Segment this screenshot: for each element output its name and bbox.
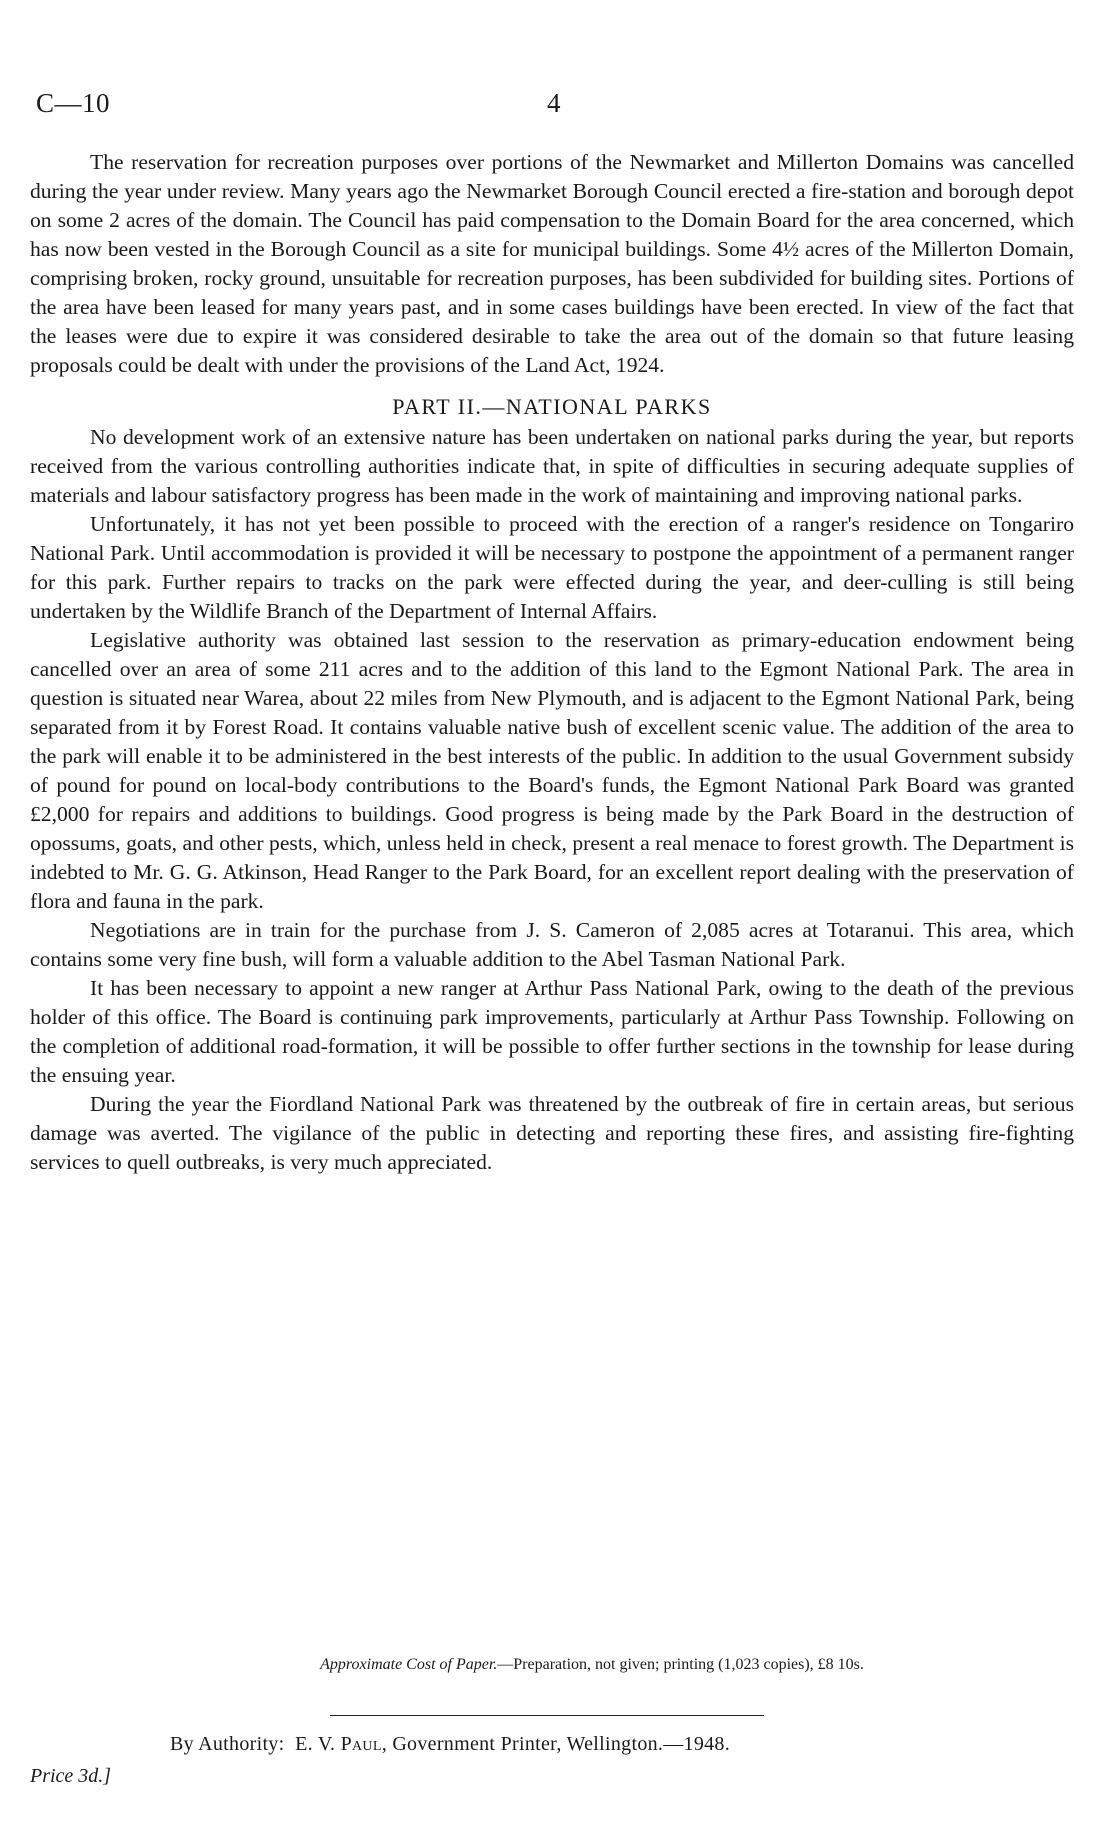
paragraph-national-parks: No development work of an extensive nature has been undertaken on national parks during the year, but reports received from the various controlling authorities indicate that, in spite of difficulties in securing adequate supplies of materials and labour satisfactory progress has been made in the work of maintaining and improving national parks. bbox=[30, 425, 1074, 507]
footer-divider bbox=[330, 1715, 764, 1716]
paragraph-arthur-pass: It has been necessary to appoint a new ranger at Arthur Pass National Park, owing to the death of the previous holder of this office. The Board is continuing park improvements, particularly at Arthur Pass Township. Following on the completion of additional road-formation, it will be possible to offer further sections in the township for lease during the ensuing year. bbox=[30, 976, 1074, 1087]
paragraph-egmont: Legislative authority was obtained last session to the reservation as primary-education endowment being cancelled over an area of some 211 acres and to the addition of this land to the Egmont National Park. The area in question is situated near Warea, about 22 miles from New Plymouth, and is adjacent to the Egmont National Park, being separated from it by Forest Road. It contains valuable native bush of excellent scenic value. The addition of the area to the park will enable it to be administered in the best interests of the public. In addition to the usual Government subsidy of pound for pound on local-body contributions to the Board's funds, the Egmont National Park Board was granted £2,000 for repairs and additions to buildings. Good progress is being made by the Park Board in the destruction of opossums, goats, and other pests, which, unless held in check, present a real menace to forest growth. The Department is indebted to Mr. G. G. Atkinson, Head Ranger to the Park Board, for an excellent report dealing with the preservation of flora and fauna in the park. bbox=[30, 628, 1074, 913]
authority-line bbox=[170, 1733, 730, 1756]
section-heading: PART II.—NATIONAL PARKS bbox=[392, 394, 712, 419]
document-code: C—10 bbox=[36, 88, 111, 118]
cost-note bbox=[30, 1656, 1074, 1674]
document-body bbox=[30, 148, 1074, 1177]
cost-text: —Preparation, not given; printing (1,023 copies), £8 10s. bbox=[497, 1656, 864, 1673]
paragraph-fiordland: During the year the Fiordland National Park was threatened by the outbreak of fire in certain areas, but serious damage was averted. The vigilance of the public in detecting and reporting these fires, and assisting fire-fighting services to quell outbreaks, is very much appreciated. bbox=[30, 1092, 1074, 1174]
page-number: 4 bbox=[547, 88, 561, 118]
authority-prefix: By Authority: bbox=[170, 1733, 285, 1755]
authority-suffix: Government Printer, Wellington.—1948. bbox=[392, 1733, 731, 1755]
paragraph-abel-tasman: Negotiations are in train for the purchase from J. S. Cameron of 2,085 acres at Totaranui. This area, which contains some very fine bush, will form a valuable addition to the Abel Tasman National Park. bbox=[30, 918, 1074, 971]
cost-label: Approximate Cost of Paper. bbox=[320, 1656, 498, 1673]
paragraph-tongariro: Unfortunately, it has not yet been possible to proceed with the erection of a ranger's residence on Tongariro National Park. Until accommodation is provided it will be necessary to postpone the appointment of a permanent ranger for this park. Further repairs to tracks on the park were effected during the year, and deer-culling is still being undertaken by the Wildlife Branch of the Department of Internal Affairs. bbox=[30, 512, 1074, 623]
price-label: Price 3d.] bbox=[30, 1765, 112, 1787]
paragraph-domains: The reservation for recreation purposes over portions of the Newmarket and Millerton Domains was cancelled during the year under review. Many years ago the Newmarket Borough Council erected a fire-station and borough depot on some 2 acres of the domain. The Council has paid compensation to the Domain Board for the area concerned, which has now been vested in the Borough Council as a site for municipal buildings. Some 4½ acres of the Millerton Domain, comprising broken, rocky ground, unsuitable for recreation purposes, has been subdivided for building sites. Portions of the area have been leased for many years past, and in some cases buildings have been erected. In view of the fact that the leases were due to expire it was considered desirable to take the area out of the domain so that future leasing proposals could be dealt with under the provisions of the Land Act, 1924. bbox=[30, 150, 1074, 377]
authority-name: E. V. Paul, bbox=[295, 1733, 387, 1755]
